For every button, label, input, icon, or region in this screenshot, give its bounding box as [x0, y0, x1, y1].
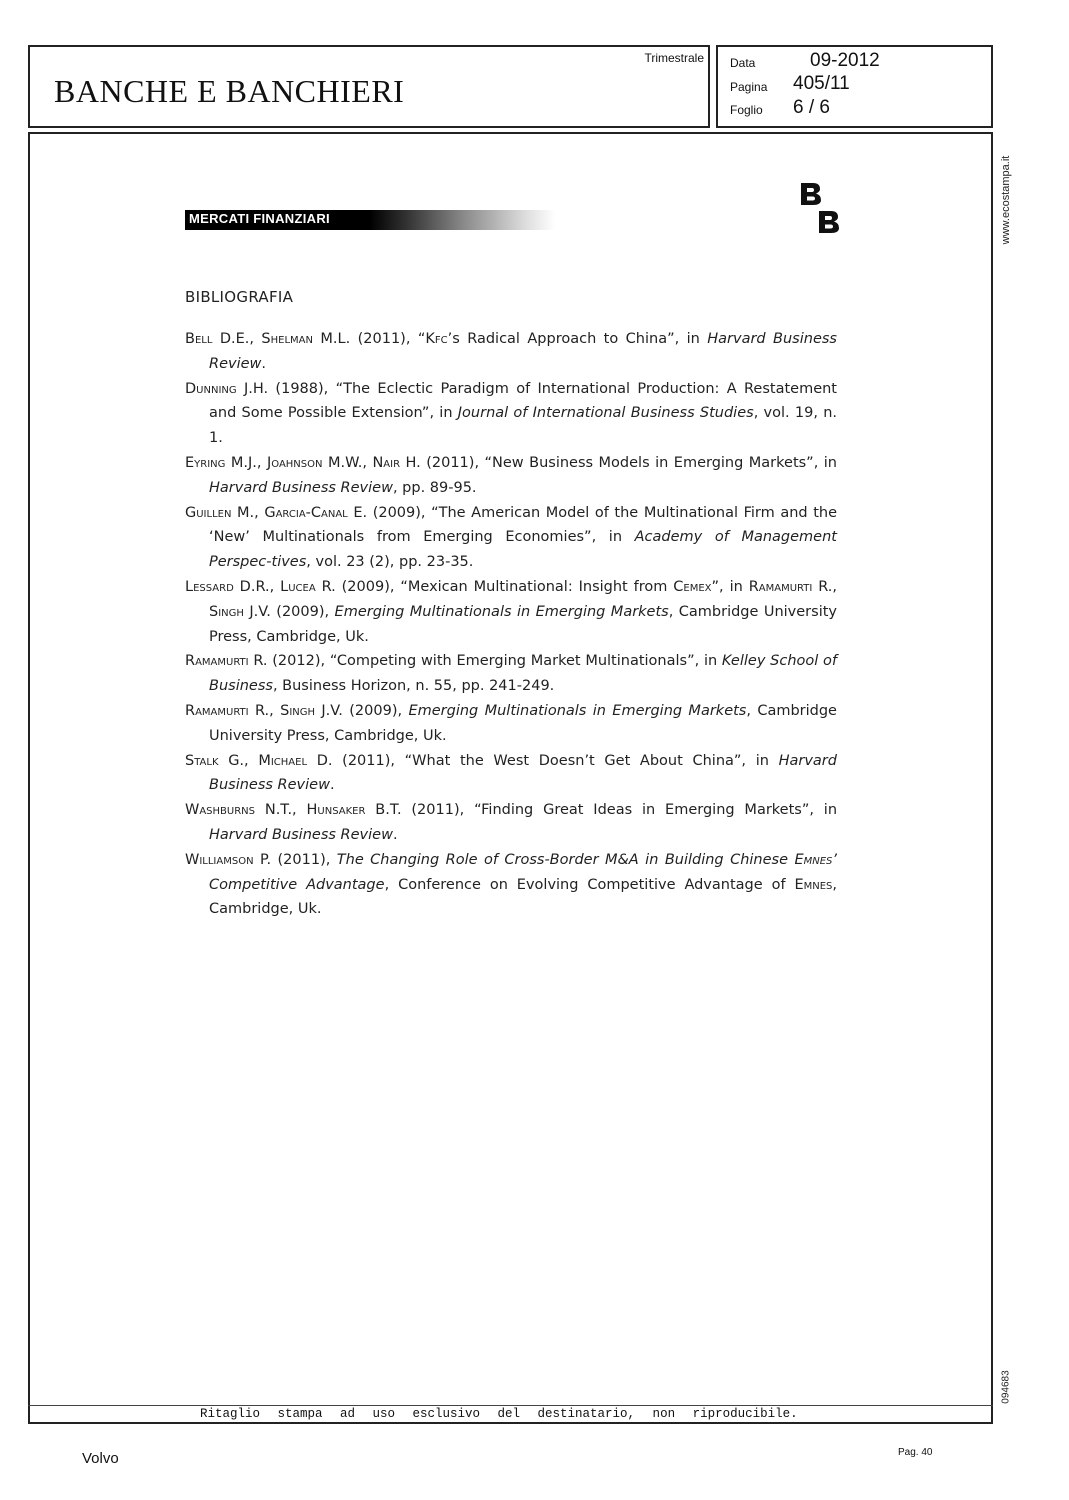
- masthead-title: BANCHE E BANCHIERI: [54, 73, 405, 109]
- bibliography-title: BIBLIOGRAFIA: [185, 288, 294, 306]
- reference-entry: Ramamurti R., Singh J.V. (2009), Emerging Multinationals in Emerging Markets, Cambridge University Press, Cambridge, Uk.: [185, 702, 837, 744]
- page-label: Pagina: [730, 80, 768, 94]
- reference-entry: Dunning J.H. (1988), “The Eclectic Paradigm of International Production: A Restatement and Some Possible Extension”, in Journal of International Business Studies, vol. 19, n. 1.: [185, 380, 837, 447]
- metadata-box: [716, 45, 993, 128]
- reference-entry: Eyring M.J., Joahnson M.W., Nair H. (2011), “New Business Models in Emerging Markets”, in Harvard Business Review, pp. 89-95.: [185, 454, 837, 496]
- reference-entry: Ramamurti R. (2012), “Competing with Emerging Market Multinationals”, in Kelley School of Business, Business Horizon, n. 55, pp. 241-249.: [185, 653, 837, 695]
- reference-entry: Stalk G., Michael D. (2011), “What the West Doesn’t Get About China”, in Harvard Business Review.: [185, 752, 837, 794]
- page-number: Pag. 40: [898, 1447, 933, 1458]
- sheet-value: 6 / 6: [793, 97, 830, 118]
- bibliography-list: [185, 327, 837, 922]
- page-value: 405/11: [793, 73, 850, 94]
- reference-entry: Lessard D.R., Lucea R. (2009), “Mexican Multinational: Insight from Cemex”, in Ramamurti R., Singh J.V. (2009), Emerging Multinationals in Emerging Markets, Cambridge University Press, Cambridge, Uk.: [185, 578, 837, 645]
- source-url-text: www.ecostampa.it: [1000, 155, 1012, 245]
- date-value: 09-2012: [810, 50, 880, 71]
- date-label: Data: [730, 56, 756, 70]
- reference-entry: Washburns N.T., Hunsaker B.T. (2011), “Finding Great Ideas in Emerging Markets”, in Harvard Business Review.: [185, 802, 838, 843]
- reference-entry: Bell D.E., Shelman M.L. (2011), “Kfc’s Radical Approach to China”, in Harvard Business Review.: [185, 331, 837, 372]
- masthead-box: [28, 45, 710, 128]
- clip-code: [993, 1362, 1019, 1412]
- publication-frequency: Trimestrale: [644, 51, 704, 65]
- client-label: Volvo: [82, 1450, 119, 1467]
- sheet-label: Foglio: [730, 103, 763, 117]
- section-label: MERCATI FINANZIARI: [189, 211, 330, 226]
- source-url: [993, 145, 1019, 255]
- clip-code-text: 094683: [1000, 1370, 1012, 1404]
- magazine-logo-b-icon: [798, 181, 824, 207]
- clipping-notice: Ritaglio stampa ad uso esclusivo del destinatario, non riproducibile.: [200, 1407, 798, 1421]
- reference-entry: Guillen M., Garcia-Canal E. (2009), “The American Model of the Multinational Firm and the ‘New’ Multinationals from Emerging Economies”, in Academy of Management Perspec-tives, vol. 23 (2), pp. 23-35.: [185, 504, 837, 571]
- magazine-logo-b-icon-2: [816, 209, 842, 235]
- section-header-bar: [185, 210, 555, 230]
- reference-entry: Williamson P. (2011), The Changing Role of Cross-Border M&A in Building Chinese Emnes’ Competitive Advantage, Conference on Evolving Competitive Advantage of Emnes, Cambridge, Uk.: [185, 851, 837, 918]
